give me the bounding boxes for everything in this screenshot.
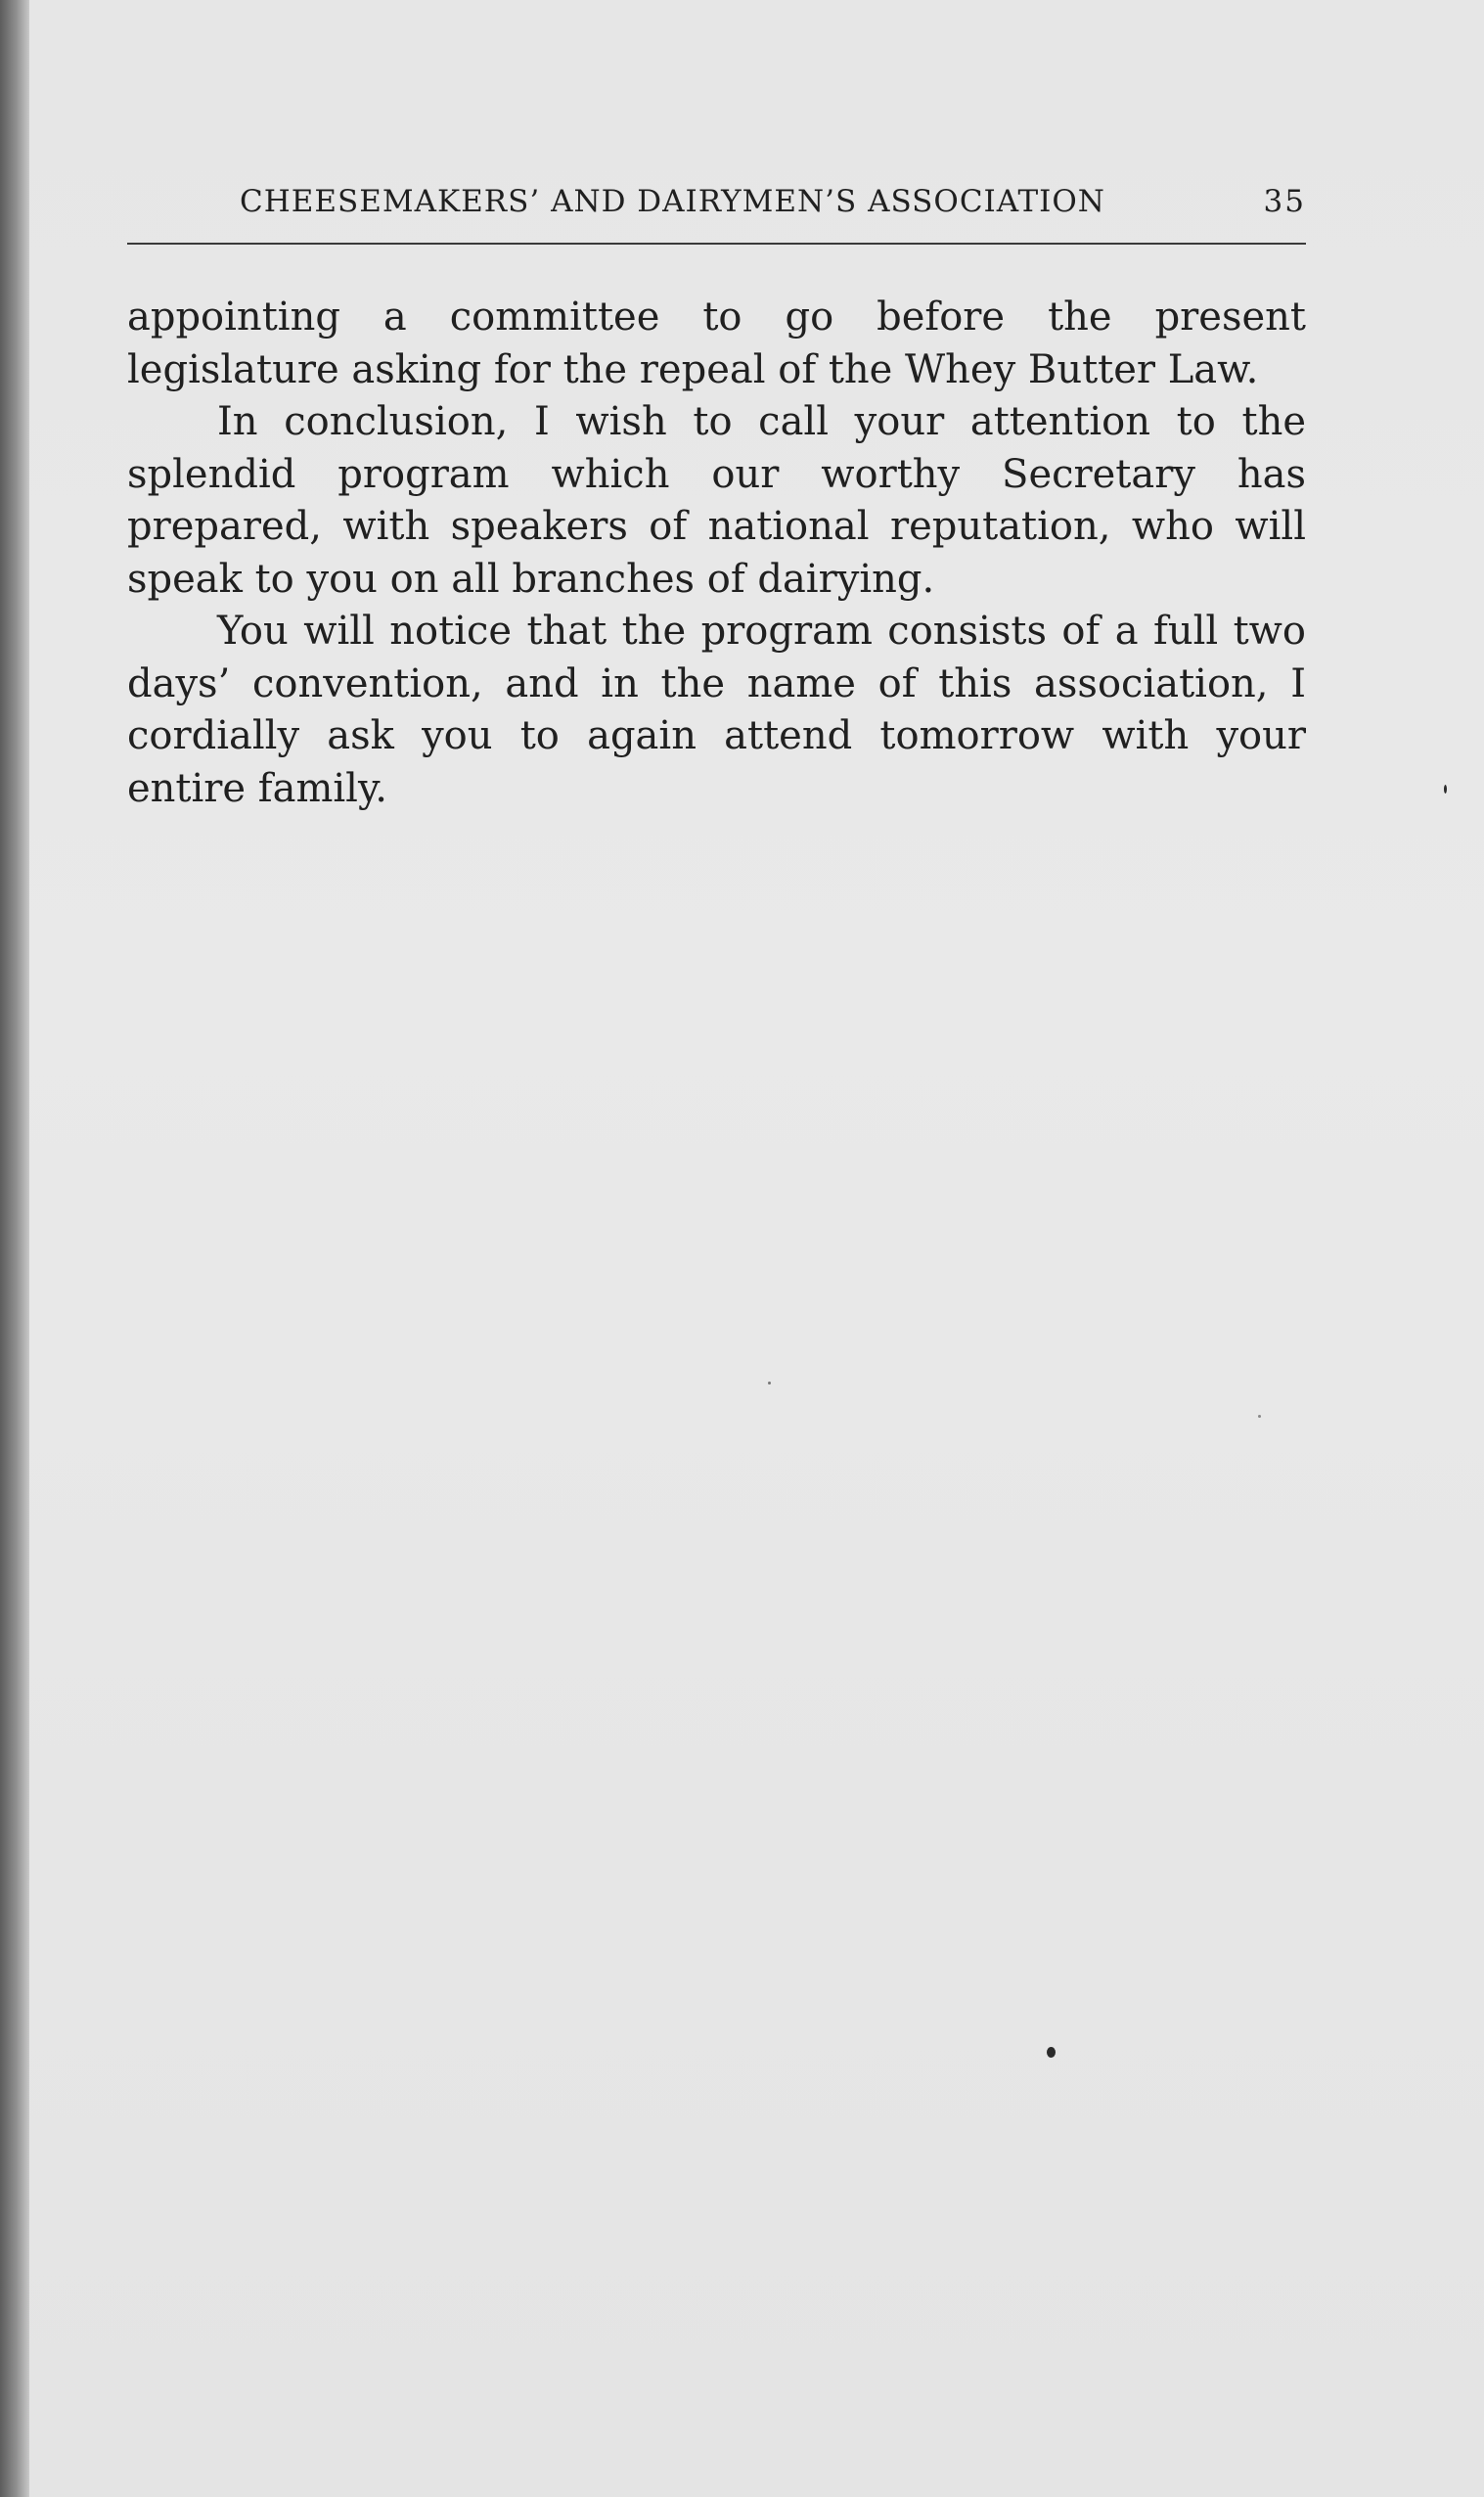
paper-speck <box>1258 1415 1261 1418</box>
paper-speck <box>768 1382 771 1385</box>
paper-speck <box>1444 785 1447 794</box>
header-rule <box>127 243 1306 245</box>
paper-speck <box>1047 2047 1056 2058</box>
page-number: 35 <box>1263 184 1306 219</box>
book-binding-edge <box>0 0 29 2497</box>
running-head-title: CHEESEMAKERS’ AND DAIRYMEN’S ASSOCIATION <box>240 184 1105 219</box>
paragraph-invitation: You will notice that the program consists of a full two days’ convention, and in the name of this association, I cordially ask you to again attend tomorrow with your entire family. <box>127 609 1306 811</box>
paragraph-conclusion: In conclusion, I wish to call your attention to the splendid program which our worthy Secretary has prepared, with speakers of national reputation, who will speak to you on all branches of dairying. <box>127 399 1306 602</box>
book-page <box>29 0 1484 2497</box>
body-text <box>127 292 1306 815</box>
paragraph-committee: appointing a committee to go before the present legislature asking for the repeal of the Whey Butter Law. <box>127 295 1306 392</box>
running-head <box>127 184 1306 227</box>
